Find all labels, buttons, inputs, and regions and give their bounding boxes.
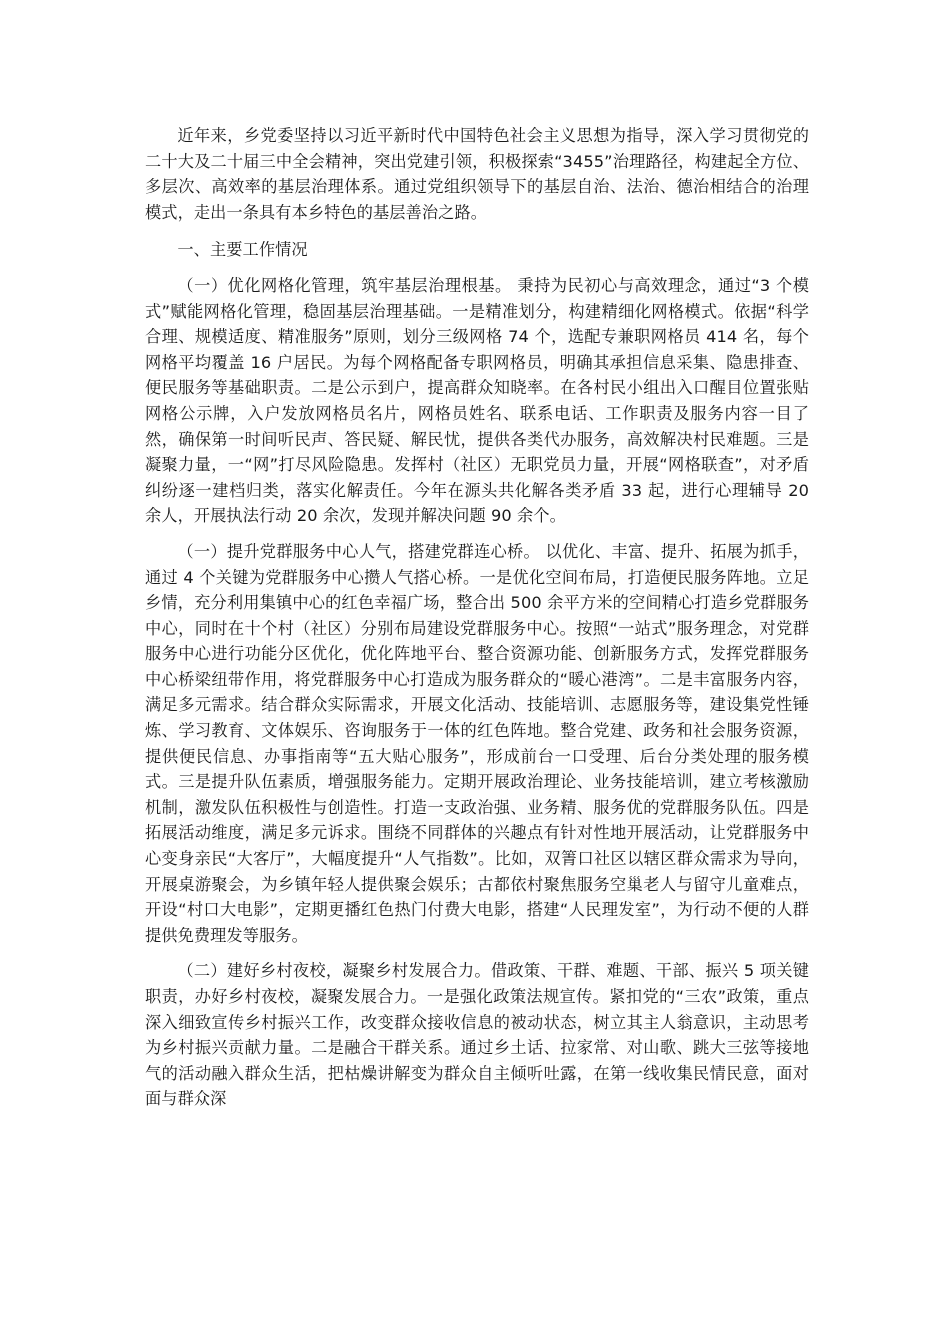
document-body — [145, 123, 809, 1112]
service-center-paragraph: （一）提升党群服务中心人气，搭建党群连心桥。 以优化、丰富、提升、拓展为抓手，通过 4 个关键为党群服务中心攒人气搭心桥。一是优化空间布局，打造便民服务阵地。立足乡情，充分利用集镇中心的红色幸福广场，整合出 500 余平方米的空间精心打造乡党群服务中心，同时在十个村（社区）分别布局建设党群服务中心。按照“一站式”服务理念，对党群服务中心进行功能分区优化，优化阵地平台、整合资源功能、创新服务方式，发挥党群服务中心桥梁纽带作用，将党群服务中心打造成为服务群众的“暖心港湾”。二是丰富服务内容，满足多元需求。结合群众实际需求，开展文化活动、技能培训、志愿服务等，建设集党性锤炼、学习教育、文体娱乐、咨询服务于一体的红色阵地。整合党建、政务和社会服务资源，提供便民信息、办事指南等“五大贴心服务”，形成前台一口受理、后台分类处理的服务模式。三是提升队伍素质，增强服务能力。定期开展政治理论、业务技能培训，建立考核激励机制，激发队伍积极性与创造性。打造一支政治强、业务精、服务优的党群服务队伍。四是拓展活动维度，满足多元诉求。围绕不同群体的兴趣点有针对性地开展活动，让党群服务中心变身亲民“大客厅”，大幅度提升“人气指数”。比如，双箐口社区以辖区群众需求为导向，开展桌游聚会，为乡镇年轻人提供聚会娱乐；古都依村聚焦服务空巢老人与留守儿童难点，开设“村口大电影”，定期更播红色热门付费大电影，搭建“人民理发室”，为行动不便的人群提供免费理发等服务。 — [145, 541, 809, 945]
grid-management-paragraph: （一）优化网格化管理，筑牢基层治理根基。 秉持为民初心与高效理念，通过“3 个模式”赋能网格化管理，稳固基层治理基础。一是精准划分，构建精细化网格模式。依据“科学合理、规模适度、精准服务”原则，划分三级网格 74 个，选配专兼职网格员 414 名，每个网格平均覆盖 16 户居民。为每个网格配备专职网格员，明确其承担信息采集、隐患排查、便民服务等基础职责。二是公示到户，提高群众知晓率。在各村民小组出入口醒目位置张贴网格公示牌，入户发放网格员名片，网格员姓名、联系电话、工作职责及服务内容一目了然，确保第一时间听民声、答民疑、解民忧，提供各类代办服务，高效解决村民难题。三是凝聚力量，一“网”打尽风险隐患。发挥村（社区）无职党员力量，开展“网格联查”，对矛盾纠纷逐一建档归类，落实化解责任。今年在源头共化解各类矛盾 33 起，进行心理辅导 20 余人，开展执法行动 20 余次，发现并解决问题 90 余个。 — [145, 275, 809, 526]
night-school-paragraph: （二）建好乡村夜校，凝聚乡村发展合力。借政策、干群、难题、干部、振兴 5 项关键职责，办好乡村夜校，凝聚发展合力。一是强化政策法规宣传。紧扣党的“三农”政策，重点深入细致宣传乡村振兴工作，改变群众接收信息的被动状态，树立其主人翁意识，主动思考为乡村振兴贡献力量。二是融合干群关系。通过乡土话、拉家常、对山歌、跳大三弦等接地气的活动融入群众生活，把枯燥讲解变为群众自主倾听吐露，在第一线收集民情民意，面对面与群众深 — [145, 961, 809, 1109]
section-heading: 一、主要工作情况 — [177, 240, 308, 260]
intro-paragraph: 近年来，乡党委坚持以习近平新时代中国特色社会主义思想为指导，深入学习贯彻党的二十大及二十届三中全会精神，突出党建引领，积极探索“3455”治理路径，构建起全方位、多层次、高效率的基层治理体系。通过党组织领导下的基层自治、法治、德治相结合的治理模式，走出一条具有本乡特色的基层善治之路。 — [145, 126, 809, 222]
